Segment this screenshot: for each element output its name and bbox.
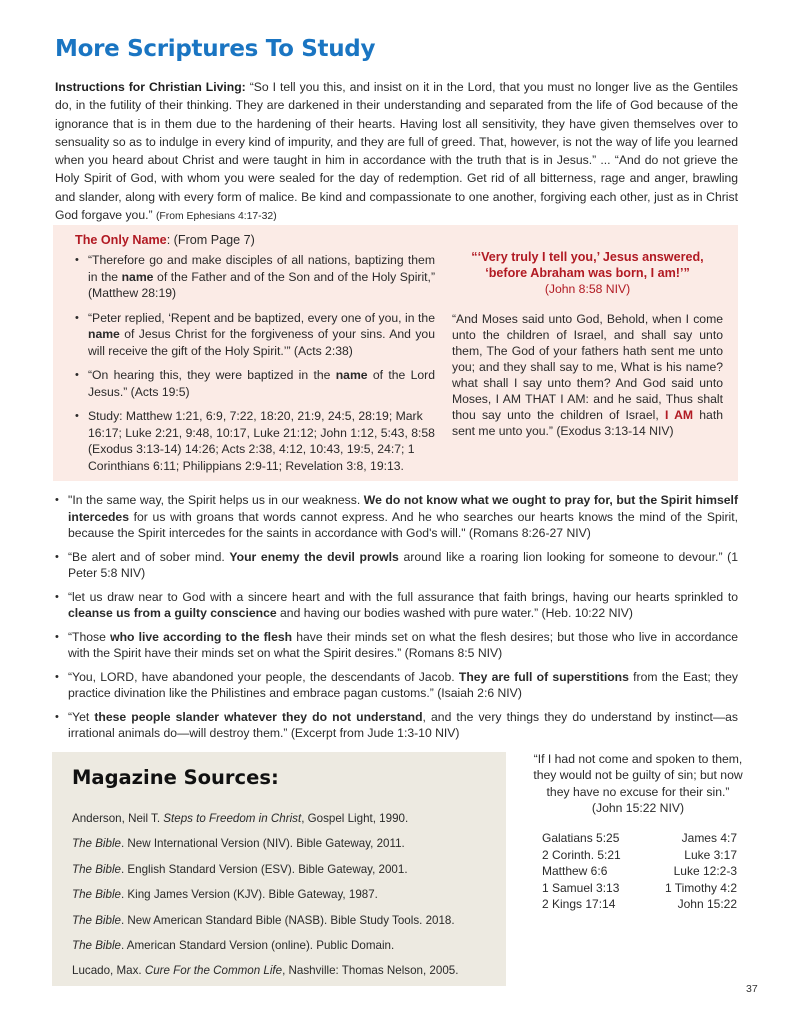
reference-left: 2 Corinth. 5:21	[542, 847, 621, 862]
source-item	[72, 857, 502, 882]
reference-right: 1 Timothy 4:2	[664, 880, 737, 895]
list-item	[55, 549, 738, 582]
source-text: , Nashville: Thomas Nelson, 2005.	[282, 964, 459, 978]
item-bold: name	[88, 327, 120, 341]
verse-bold: They are full of superstitions	[458, 669, 629, 684]
reference-left: 1 Samuel 3:13	[542, 880, 620, 895]
list-item	[55, 589, 738, 622]
verses-list	[55, 492, 738, 742]
source-item	[72, 882, 502, 907]
item-text: of the Lord Jesus.” (Acts 19:5)	[88, 368, 435, 399]
source-item	[72, 806, 502, 831]
only-name-heading	[75, 233, 435, 247]
verse-text: "In the same way, the Spirit helps us in our weakness.	[68, 493, 364, 507]
verse-bold: We do not know what we ought to pray for, but the Spirit himself intercedes	[68, 493, 738, 524]
reference-left: 2 Kings 17:14	[542, 897, 616, 911]
source-text: Anderson, Neil T.	[72, 812, 164, 825]
page-number: 37	[746, 983, 758, 995]
verse-bold: these people slander whatever they do not understand	[94, 709, 423, 724]
page-title: More Scriptures To Study	[55, 36, 376, 62]
reference-list	[542, 830, 737, 913]
only-name-heading-label: The Only Name	[75, 233, 167, 247]
item-text: Study: Matthew 1:21, 6:9, 7:22, 18:20, 21:9, 24:5, 28:19; Mark 16:17; Luke 2:21, 9:48, 10:17, Luke 21:12; John 1:12, 5:43, 8:58 (Exodus 3:13-14) 14:26; Acts 2:38, 4:12, 10:43, 19:5, 24:7; 1 Corinthians 6:11; Philippians 2:9-11; Revelation 3:8, 19:13.	[88, 409, 435, 473]
source-title: The Bible	[72, 837, 121, 851]
only-name-list	[75, 252, 435, 474]
item-text: of Jesus Christ for the forgiveness of your sins. And you will receive the gift of the Holy Spirit.’” (Acts 2:38)	[88, 327, 435, 358]
item-text: “Peter replied, ‘Repent and be baptized, every one of you, in the	[88, 310, 435, 325]
sources-title-colon: :	[270, 766, 279, 789]
only-name-box	[53, 225, 738, 481]
reference-row	[542, 830, 737, 847]
item-text: “Therefore go and make disciples of all nations, baptizing them in the	[88, 253, 435, 284]
reference-right: Luke 3:17	[684, 847, 737, 862]
verse-text: for us with groans that words cannot express. And he who searches our hearts knows the mind of the Spirit, because the Spirit intercedes for the saints in accordance with God's will." (Romans 8:26-27 NIV)	[68, 509, 738, 540]
verse-text: “Be alert and of sober mind.	[68, 549, 230, 564]
only-name-column	[75, 233, 435, 482]
list-item	[75, 367, 435, 400]
source-text: . New International Version (NIV). Bible Gateway, 2011.	[120, 837, 405, 851]
sources-title	[72, 766, 279, 789]
moses-text: hath sent me unto you.” (Exodus 3:13-14 NIV)	[452, 408, 723, 438]
moses-highlight: I AM	[664, 408, 694, 422]
source-item	[72, 958, 502, 983]
highlight-quote: “‘Very truly I tell you,’ Jesus answered, ‘before Abraham was born, I am!’”	[471, 250, 704, 280]
reference-left: Matthew 6:6	[542, 864, 608, 878]
moses-text: “And Moses said unto God, Behold, when I come unto the children of Israel, and shall say unto them, The God of your fathers hath sent me unto you; and they shall say to me, What is his name? what shall I say unto them? And God said unto Moses, I AM THAT I AM: and he said, Thus shalt thou say unto the children of Israel,	[452, 312, 723, 422]
source-item	[72, 831, 502, 856]
reference-row	[542, 847, 737, 864]
item-text: of the Father and of the Son and of the Holy Spirit,” (Matthew 28:19)	[88, 269, 435, 300]
reference-left: Galatians 5:25	[542, 831, 620, 845]
source-title: Steps to Freedom in Christ	[163, 812, 302, 825]
sources-title-text: Magazine Sources	[72, 766, 271, 789]
source-text: . King James Version (KJV). Bible Gateway, 1987.	[120, 888, 378, 902]
source-text: . American Standard Version (online). Public Domain.	[120, 939, 395, 953]
source-text: . English Standard Version (ESV). Bible Gateway, 2001.	[120, 862, 408, 876]
source-text: , Gospel Light, 1990.	[301, 812, 409, 825]
verse-text: from the East; they practice divination like the Philistines and embrace pagan customs.” (Isaiah 2:6 NIV)	[68, 669, 739, 700]
verse-bold: who live according to the flesh	[110, 629, 293, 644]
reference-right: John 15:22	[677, 897, 737, 911]
intro-text: “So I tell you this, and insist on it in the Lord, that you must no longer live as the Gentiles do, in the futility of their thinking. They are darkened in their understanding and separated from the life of God because of the ignorance that is in them due to the hardening of their hearts. Having lost all sensitivity, they have given themselves over to sensuality so as to indulge in every kind of impurity, and they are full of greed. That, however, is not the way of life you learned when you heard about Christ and were taught in him in accordance with the truth that is in Jesus.” ... “And do not grieve the Holy Spirit of God, with whom you were sealed for the day of redemption. Get rid of all bitterness, rage and anger, brawling and slander, along with every form of malice. Be kind and compassionate to one another, forgiving each other, just as in Christ God forgave you.”	[55, 80, 738, 223]
list-item	[55, 669, 738, 702]
item-text: “On hearing this, they were baptized in the	[88, 368, 336, 382]
source-text: . New American Standard Bible (NASB). Bible Study Tools. 2018.	[120, 913, 455, 927]
intro-label: Instructions for Christian Living:	[55, 80, 246, 94]
sources-box	[52, 752, 506, 986]
source-item	[72, 933, 502, 958]
list-item	[75, 310, 435, 360]
verses-section	[55, 492, 738, 749]
moses-quote	[452, 311, 723, 439]
verse-text: have their minds set on what the flesh desires; but those who live in accordance with the Spirit have their minds set on what the Spirit desires.” (Romans 8:5 NIV)	[68, 629, 738, 660]
verse-text: “Yet	[68, 709, 95, 724]
verse-text: “Those	[68, 629, 111, 644]
reference-row	[542, 896, 737, 913]
list-item	[75, 408, 435, 474]
verse-text: , and the very things they do understand by instinct—as irrational animals do—will destroy them.” (Excerpt from Jude 1:3-10 NIV)	[68, 709, 738, 740]
verse-bold: Your enemy the devil prowls	[229, 549, 399, 564]
side-quote: “If I had not come and spoken to them, they would not be guilty of sin; but now they have no excuse for their sin.” (John 15:22 NIV)	[533, 752, 743, 816]
highlight-reference: (John 8:58 NIV)	[544, 282, 631, 296]
reference-row	[542, 880, 737, 897]
source-title: The Bible	[72, 913, 121, 927]
verse-text: and having our bodies washed with pure water.” (Heb. 10:22 NIV)	[276, 606, 633, 620]
verse-bold: cleanse us from a guilty conscience	[68, 606, 277, 620]
reference-right: Luke 12:2-3	[673, 864, 737, 878]
source-title: Cure For the Common Life	[144, 964, 283, 978]
item-bold: name	[121, 269, 154, 284]
verse-text: “You, LORD, have abandoned your people, the descendants of Jacob.	[68, 669, 459, 684]
list-item	[75, 252, 435, 302]
intro-reference: (From Ephesians 4:17-32)	[155, 211, 277, 223]
source-title: The Bible	[72, 888, 121, 902]
list-item	[55, 629, 738, 662]
source-title: The Bible	[72, 939, 121, 953]
only-name-heading-suffix: : (From Page 7)	[166, 233, 255, 247]
only-name-side-column	[452, 249, 723, 439]
reference-row	[542, 863, 737, 880]
intro-paragraph	[55, 78, 738, 226]
sources-list	[72, 806, 502, 984]
reference-right: James 4:7	[681, 831, 737, 845]
source-text: Lucado, Max.	[72, 964, 145, 978]
list-item	[55, 492, 738, 542]
verse-text: “let us draw near to God with a sincere heart and with the full assurance that faith brings, having our hearts sprinkled to	[68, 589, 738, 604]
list-item	[55, 709, 738, 742]
source-title: The Bible	[72, 862, 121, 876]
source-item	[72, 908, 502, 933]
verse-text: around like a roaring lion looking for someone to devour.” (1 Peter 5:8 NIV)	[68, 549, 738, 580]
item-bold: name	[335, 368, 368, 382]
